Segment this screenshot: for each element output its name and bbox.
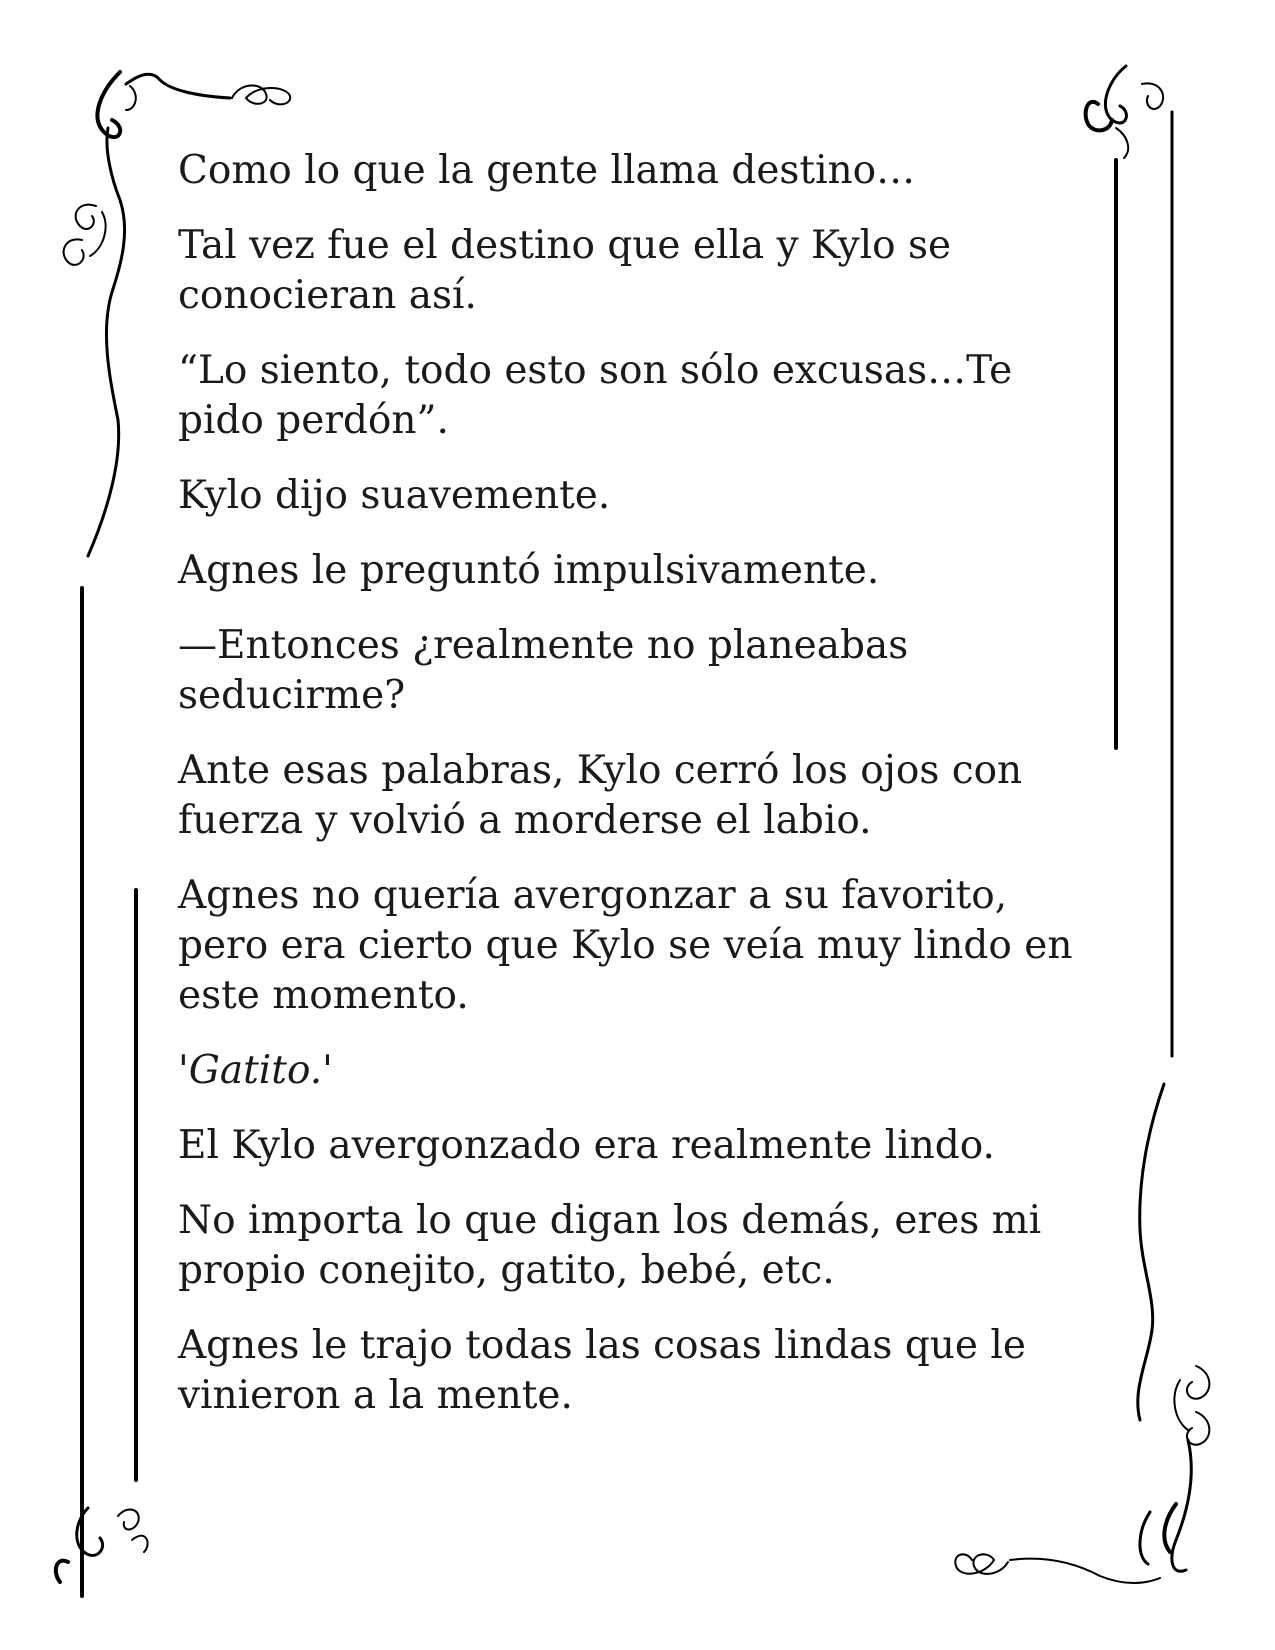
bottom-left-flourish-ornament xyxy=(56,1508,148,1582)
paragraph: —Entonces ¿realmente no planeabas seducirme? xyxy=(178,623,909,718)
paragraph: Kylo dijo suavemente. xyxy=(178,473,611,518)
italic-thought: 'Gatito.' xyxy=(178,1048,333,1093)
chapter-text xyxy=(178,146,1078,1446)
paragraph: Agnes le preguntó impulsivamente. xyxy=(178,548,880,593)
paragraph: Ante esas palabras, Kylo cerró los ojos con fuerza y volvió a morderse el labio. xyxy=(178,748,1023,843)
paragraph: El Kylo avergonzado era realmente lindo. xyxy=(178,1123,995,1168)
paragraph: Agnes no quería avergonzar a su favorito, pero era cierto que Kylo se veía muy lindo en este momento. xyxy=(178,873,1073,1018)
paragraph: “Lo siento, todo esto son sólo excusas…Te pido perdón”. xyxy=(178,348,1013,443)
paragraph: No importa lo que digan los demás, eres mi propio conejito, gatito, bebé, etc. xyxy=(178,1198,1042,1293)
paragraph: Tal vez fue el destino que ella y Kylo se conocieran así. xyxy=(178,223,952,318)
paragraph: Agnes le trajo todas las cosas lindas que le vinieron a la mente. xyxy=(178,1323,1026,1418)
top-right-flourish-ornament xyxy=(1086,66,1172,1056)
paragraph: Como lo que la gente llama destino… xyxy=(178,148,916,193)
